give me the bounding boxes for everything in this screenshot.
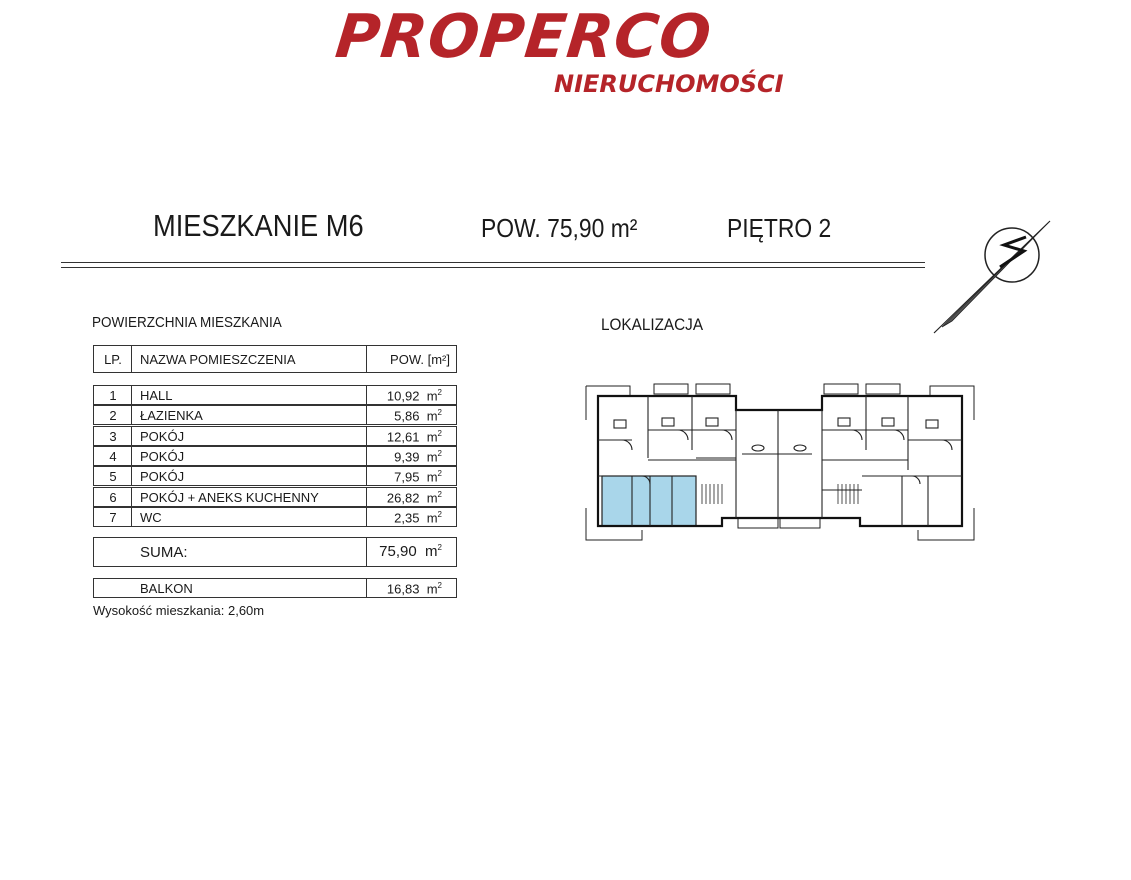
header-divider-top xyxy=(61,262,925,263)
row-area: 7,95 $m^2$ xyxy=(394,469,442,485)
row-area: 9,39 $m^2$ xyxy=(394,448,442,465)
sum-row xyxy=(93,537,457,567)
balcony-row xyxy=(93,578,457,598)
row-room-name: ŁAZIENKA xyxy=(140,408,203,424)
balcony-value: 16,83 $m^2$ xyxy=(386,581,442,597)
height-note: Wysokość mieszkania: 2,60m xyxy=(93,603,265,618)
row-room-name: POKÓJ xyxy=(140,428,185,444)
row-lp: 3 xyxy=(109,428,117,444)
table-row xyxy=(93,405,457,425)
row-area: 26,82 $m^2$ xyxy=(386,489,442,505)
apartment-floor: PIĘTRO 2 xyxy=(727,213,832,243)
row-room-name: POKÓJ + ANEKS KUCHENNY xyxy=(140,489,319,505)
row-room-name: POKÓJ xyxy=(140,448,185,464)
logo-subtitle: NIERUCHOMOŚCI xyxy=(554,70,784,98)
row-area: 10,92 $m^2$ xyxy=(386,388,442,404)
table-row xyxy=(93,487,457,507)
row-area: 12,61 $m^2$ xyxy=(386,428,442,444)
apartment-title: MIESZKANIE M6 xyxy=(153,208,364,243)
row-room-name: POKÓJ xyxy=(140,469,185,485)
header-divider-bottom xyxy=(61,267,925,268)
logo-brand: PROPERCO xyxy=(332,2,716,72)
row-room-name: WC xyxy=(140,509,162,525)
apartment-area: POW. 75,90 m² xyxy=(481,213,638,243)
table-header-row xyxy=(93,345,457,373)
area-section-title: POWIERZCHNIA MIESZKANIA xyxy=(92,314,282,331)
header-lp: LP. xyxy=(104,352,122,367)
row-room-name: HALL xyxy=(140,388,173,403)
table-row xyxy=(93,385,457,405)
sum-value: 75,90 $m^2$ xyxy=(379,543,442,560)
row-lp: 2 xyxy=(109,408,117,424)
row-lp: 4 xyxy=(109,448,117,464)
row-lp: 1 xyxy=(109,388,117,403)
building-location-plan xyxy=(582,380,978,548)
properco-logo xyxy=(332,2,796,102)
table-row xyxy=(93,507,457,527)
row-lp: 5 xyxy=(109,469,117,485)
row-lp: 6 xyxy=(109,489,117,505)
table-row xyxy=(93,426,457,446)
location-section-title: LOKALIZACJA xyxy=(601,315,704,334)
row-area: 2,35 $m^2$ xyxy=(394,509,442,526)
row-lp: 7 xyxy=(109,509,117,525)
sum-label: SUMA: xyxy=(140,544,188,561)
table-row xyxy=(93,446,457,466)
north-arrow-icon xyxy=(930,215,1060,340)
row-area: 5,86 $m^2$ xyxy=(394,408,442,424)
header-room-name: NAZWA POMIESZCZENIA xyxy=(140,352,296,367)
table-row xyxy=(93,466,457,486)
header-area: POW. [m²] xyxy=(390,352,450,367)
balcony-label: BALKON xyxy=(140,581,193,596)
